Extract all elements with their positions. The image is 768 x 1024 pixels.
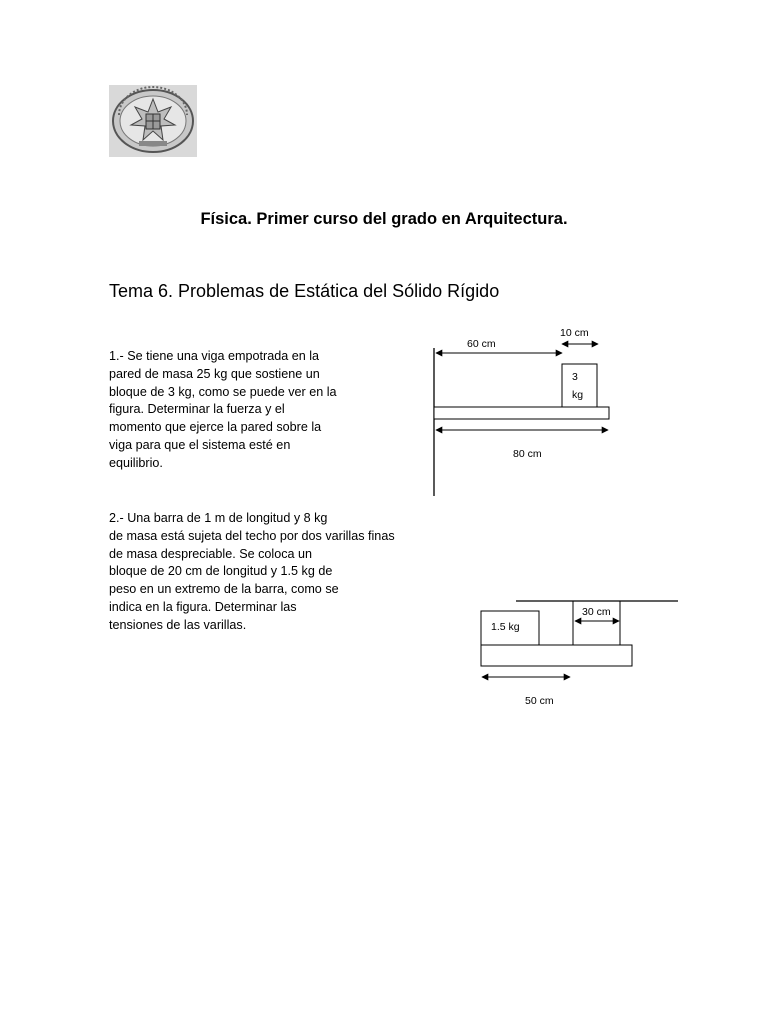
fig2-bar [481, 645, 632, 666]
fig1-block-label-line1: 3 [572, 371, 578, 383]
fig1-block-label-line2: kg [572, 389, 584, 401]
topic-heading: Tema 6. Problemas de Estática del Sólido Rígido [109, 281, 500, 301]
fig2-dim-50-label: 50 cm [525, 695, 554, 707]
fig1-beam [434, 407, 609, 419]
fig2-dim-30-label: 30 cm [582, 606, 611, 618]
fig1-dim-80-label: 80 cm [513, 448, 542, 460]
fig2-block-label: 1.5 kg [491, 621, 520, 633]
fig1-dim-10-label: 10 cm [560, 327, 589, 339]
document-title: Física. Primer curso del grado en Arquitectura. [200, 210, 568, 228]
problem-2-text: 2.- Una barra de 1 m de longitud y 8 kg de masa está sujeta del techo por dos varillas finas de masa despreciable. Se coloca un bloque de 20 cm de longitud y 1.5 kg de peso en un extremo de la barra, como se indica en la figura. Determinar las tensiones de las varillas. [109, 511, 395, 632]
problem-1-text: 1.- Se tiene una viga empotrada en la pared de masa 25 kg que sostiene un bloque de 3 kg, como se puede ver en la figura. Determinar la fuerza y el momento que ejerce la pared sobre la viga para que el sistema esté en equilibrio. [109, 349, 337, 470]
fig1-dim-60-label: 60 cm [467, 338, 496, 350]
